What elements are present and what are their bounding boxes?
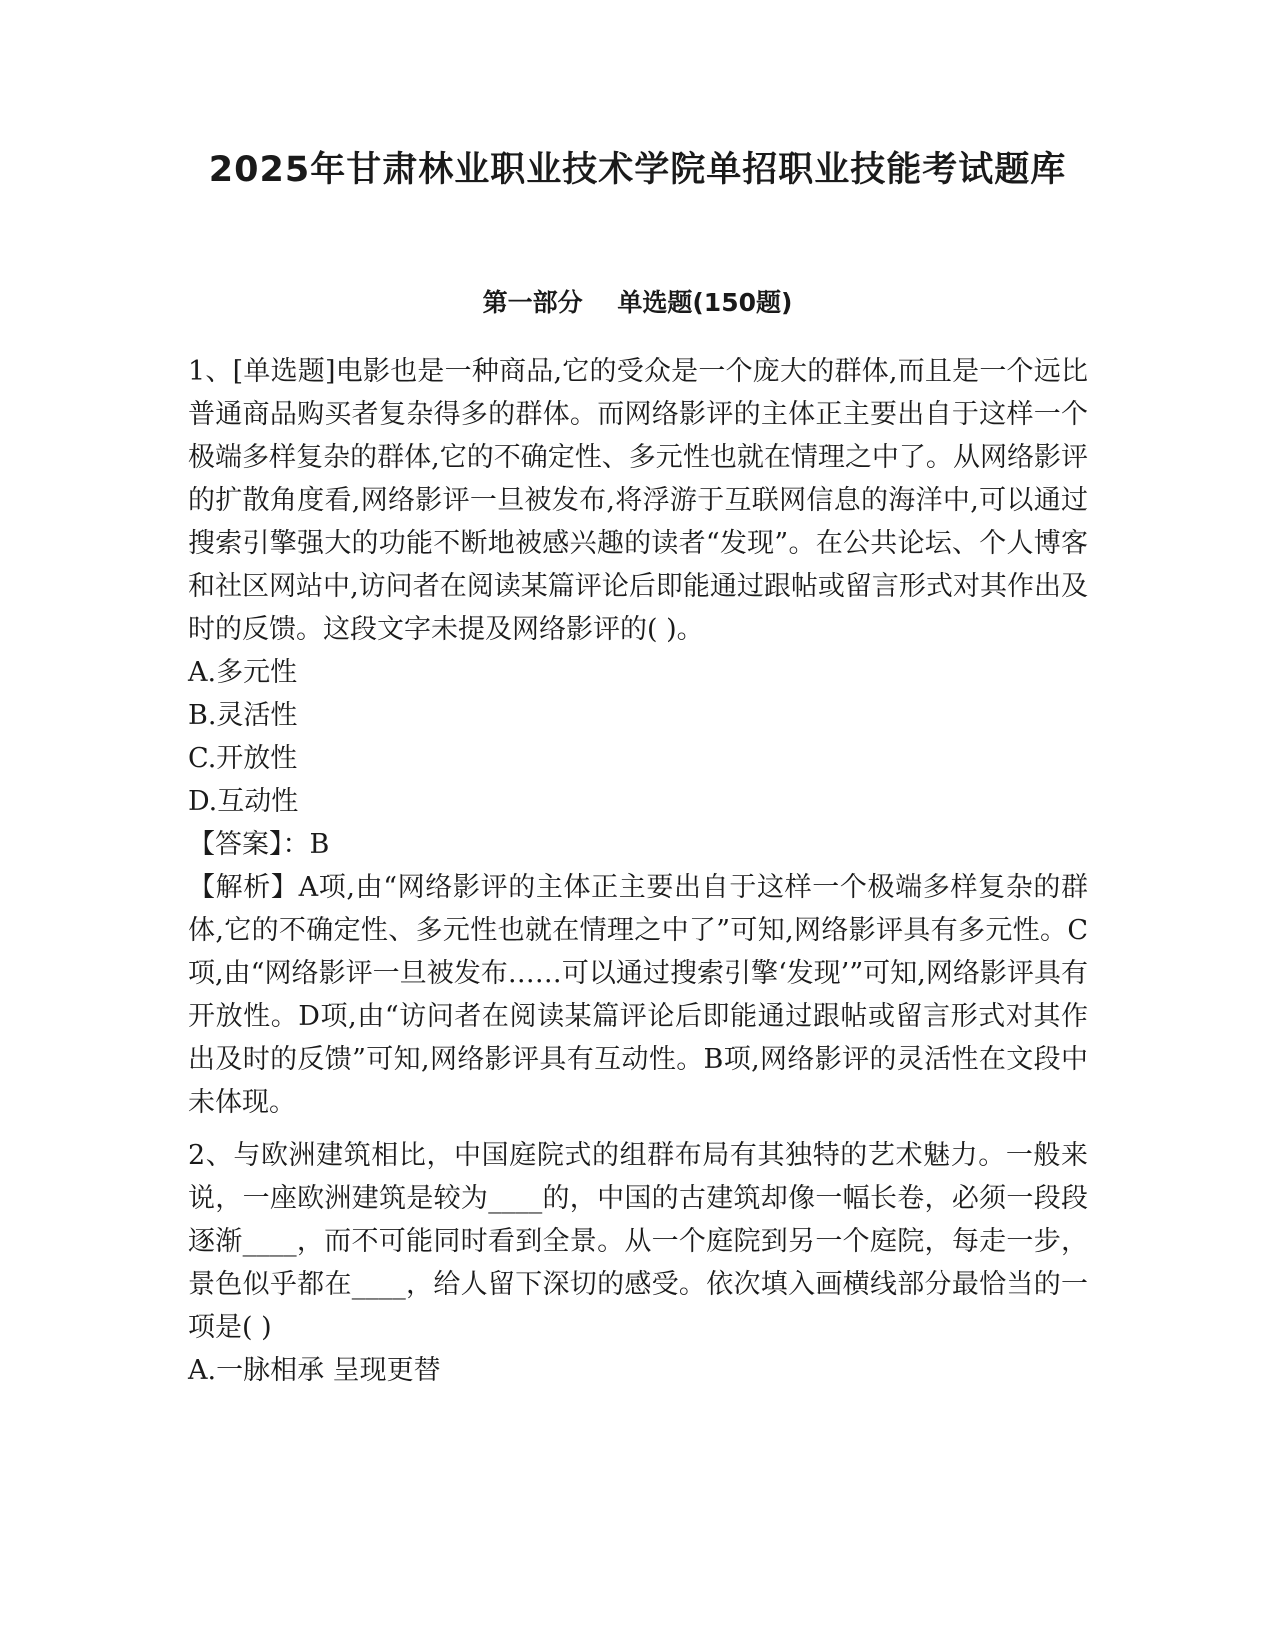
option-b: B.灵活性 [188, 700, 298, 731]
document-title: 2025年甘肃林业职业技术学院单招职业技能考试题库 [208, 150, 1067, 190]
question-stem: 2、与欧洲建筑相比，中国庭院式的组群布局有其独特的艺术魅力。一般来说，一座欧洲建筑是较为____的，中国的古建筑却像一幅长卷，必须一段段逐渐____，而不可能同时看到全景。从一个庭院到另一个庭院，每走一步，景色似乎都在____，给人留下深切的感受。依次填入画横线部分最恰当的一项是( ) [188, 1140, 1088, 1343]
answer-label: 【答案】： [188, 829, 310, 860]
answer-line [188, 823, 1088, 866]
questions-list [188, 350, 1088, 1392]
option-c: C.开放性 [188, 743, 298, 774]
option-a: A.多元性 [188, 657, 298, 688]
option-a: A.一脉相承 呈现更替 [188, 1355, 441, 1386]
question-stem: 1、[单选题]电影也是一种商品,它的受众是一个庞大的群体,而且是一个远比普通商品购买者复杂得多的群体。而网络影评的主体正主要出自于这样一个极端多样复杂的群体,它的不确定性、多元性也就在情理之中了。从网络影评的扩散角度看,网络影评一旦被发布,将浮游于互联网信息的海洋中,可以通过搜索引擎强大的功能不断地被感兴趣的读者“发现”。在公共论坛、个人博客和社区网站中,访问者在阅读某篇评论后即能通过跟帖或留言形式对其作出及时的反馈。这段文字未提及网络影评的( )。 [188, 356, 1088, 645]
analysis-label: 【解析】 [188, 872, 299, 903]
analysis-text: A项,由“网络影评的主体正主要出自于这样一个极端多样复杂的群体,它的不确定性、多元性也就在情理之中了”可知,网络影评具有多元性。C项,由“网络影评一旦被发布……可以通过搜索引擎‘发现’”可知,网络影评具有开放性。D项,由“访问者在阅读某篇评论后即能通过跟帖或留言形式对其作出及时的反馈”可知,网络影评具有互动性。B项,网络影评的灵活性在文段中未体现。 [188, 872, 1088, 1118]
question-1 [188, 350, 1088, 1124]
section-title: 第一部分 单选题(150题) [482, 288, 793, 317]
question-2 [188, 1134, 1088, 1392]
analysis-paragraph [188, 866, 1088, 1124]
option-d: D.互动性 [188, 786, 299, 817]
answer-value: B [309, 829, 330, 860]
